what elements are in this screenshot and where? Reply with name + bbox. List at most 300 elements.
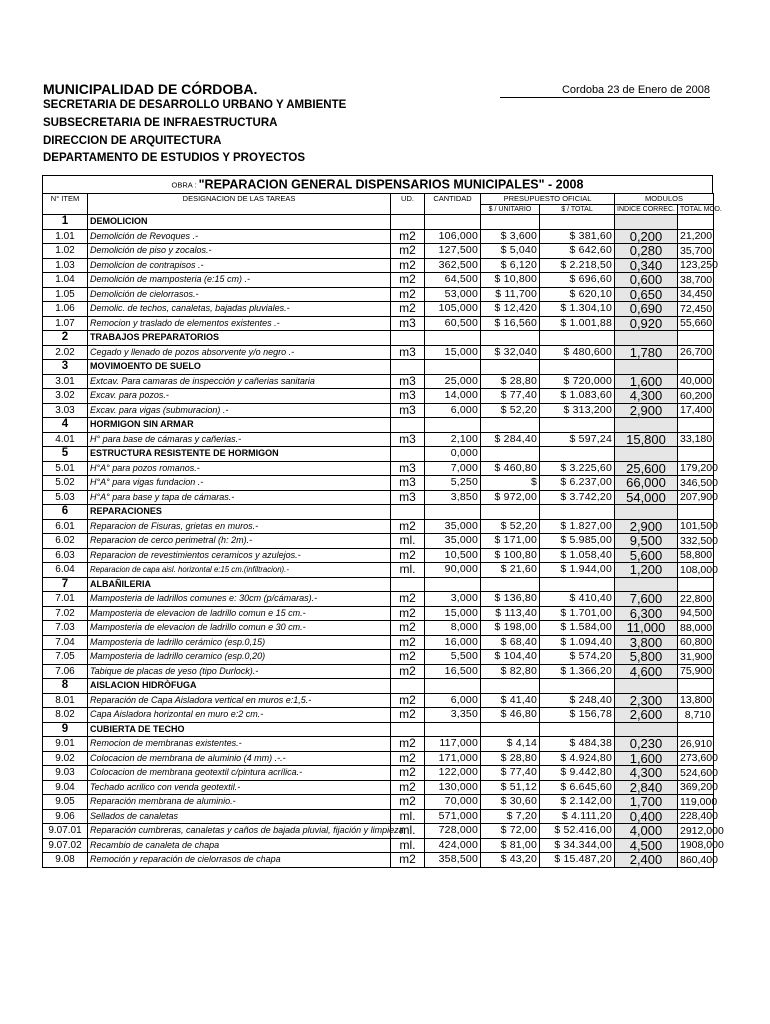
unit-price-cell: $ 104,40 xyxy=(481,650,540,665)
total-price-cell xyxy=(540,722,615,737)
task-description: Colocacion de membrana geotextil c/pintura acrílica.- xyxy=(88,766,391,781)
task-description: Reparación de Capa Aisladora vertical en muros e:1,5.- xyxy=(88,693,391,708)
unit-price-cell xyxy=(481,722,540,737)
index-cell: 2,900 xyxy=(615,519,678,534)
unit-cell: m2 xyxy=(391,737,425,752)
section-number: 8 xyxy=(43,679,88,694)
total-mod-cell: 1908,000 xyxy=(678,838,714,853)
unit-cell: m2 xyxy=(391,287,425,302)
table-row xyxy=(43,635,714,650)
total-price-cell xyxy=(540,447,615,462)
table-row xyxy=(43,287,714,302)
unit-cell xyxy=(391,360,425,375)
unit-cell: m3 xyxy=(391,476,425,491)
col-header-designacion: DESIGNACION DE LAS TAREAS xyxy=(88,194,391,215)
item-number: 8.01 xyxy=(43,693,88,708)
quantity-cell: 5,500 xyxy=(425,650,481,665)
total-mod-cell: 369,200 xyxy=(678,780,714,795)
index-cell: 4,300 xyxy=(615,766,678,781)
total-mod-cell xyxy=(678,447,714,462)
table-row xyxy=(43,534,714,549)
total-price-cell xyxy=(540,577,615,592)
quantity-cell: 362,500 xyxy=(425,258,481,273)
task-description: Reparacion de Fisuras, grietas en muros.- xyxy=(88,519,391,534)
table-row xyxy=(43,273,714,288)
total-mod-cell xyxy=(678,505,714,520)
unit-price-cell: $ 28,80 xyxy=(481,374,540,389)
quantity-cell: 728,000 xyxy=(425,824,481,839)
quantity-cell: 105,000 xyxy=(425,302,481,317)
item-number: 1.04 xyxy=(43,273,88,288)
total-mod-cell: 21,200 xyxy=(678,229,714,244)
task-description: Excav. para pozos.- xyxy=(88,389,391,404)
unit-price-cell: $ xyxy=(481,476,540,491)
item-number: 6.02 xyxy=(43,534,88,549)
unit-price-cell: $ 284,40 xyxy=(481,432,540,447)
index-cell: 4,500 xyxy=(615,838,678,853)
table-row xyxy=(43,824,714,839)
table-row xyxy=(43,766,714,781)
item-number: 7.05 xyxy=(43,650,88,665)
index-cell: 15,800 xyxy=(615,432,678,447)
total-price-cell: $ 6.645,60 xyxy=(540,780,615,795)
total-price-cell: $ 248,40 xyxy=(540,693,615,708)
task-description: Cegado y llenado de pozos absorvente y/o negro .- xyxy=(88,345,391,360)
total-price-cell: $ 2.218,50 xyxy=(540,258,615,273)
quantity-cell: 8,000 xyxy=(425,621,481,636)
unit-price-cell xyxy=(481,447,540,462)
total-mod-cell: 123,250 xyxy=(678,258,714,273)
table-row xyxy=(43,389,714,404)
quantity-cell: 122,000 xyxy=(425,766,481,781)
index-cell: 0,600 xyxy=(615,273,678,288)
index-cell: 4,300 xyxy=(615,389,678,404)
index-cell xyxy=(615,360,678,375)
col-header-cantidad: CANTIDAD xyxy=(425,194,481,215)
index-cell xyxy=(615,331,678,346)
unit-cell: m2 xyxy=(391,592,425,607)
header-line-departamento: DEPARTAMENTO DE ESTUDIOS Y PROYECTOS xyxy=(43,152,305,164)
section-row xyxy=(43,215,714,230)
table-row xyxy=(43,316,714,331)
section-row xyxy=(43,360,714,375)
total-price-cell xyxy=(540,331,615,346)
quantity-cell xyxy=(425,577,481,592)
unit-price-cell: $ 32,040 xyxy=(481,345,540,360)
item-number: 9.02 xyxy=(43,751,88,766)
total-mod-cell: 2912,000 xyxy=(678,824,714,839)
index-cell: 0,200 xyxy=(615,229,678,244)
col-header-total: $ / TOTAL xyxy=(540,205,615,215)
unit-price-cell: $ 11,700 xyxy=(481,287,540,302)
unit-price-cell: $ 5,040 xyxy=(481,244,540,259)
quantity-cell: 10,500 xyxy=(425,548,481,563)
unit-price-cell: $ 16,560 xyxy=(481,316,540,331)
task-description: Mamposteria de ladrillo cerámico (esp.0,15) xyxy=(88,635,391,650)
total-mod-cell: 17,400 xyxy=(678,403,714,418)
item-number: 1.02 xyxy=(43,244,88,259)
total-mod-cell: 88,000 xyxy=(678,621,714,636)
task-description: Demolic. de techos, canaletas, bajadas pluviales.- xyxy=(88,302,391,317)
quantity-cell: 15,000 xyxy=(425,345,481,360)
task-description: Extcav. Para camaras de inspección y cañerias sanitaria xyxy=(88,374,391,389)
index-cell: 9,500 xyxy=(615,534,678,549)
unit-price-cell: $ 136,80 xyxy=(481,592,540,607)
task-description: Demolición de cielorrasos.- xyxy=(88,287,391,302)
table-row xyxy=(43,461,714,476)
table-row xyxy=(43,708,714,723)
unit-cell xyxy=(391,418,425,433)
task-description: Techado acrilico con venda geotextil.- xyxy=(88,780,391,795)
index-cell: 0,400 xyxy=(615,809,678,824)
table-row xyxy=(43,563,714,578)
index-cell xyxy=(615,679,678,694)
quantity-cell: 6,000 xyxy=(425,403,481,418)
total-mod-cell: 26,700 xyxy=(678,345,714,360)
unit-cell xyxy=(391,215,425,230)
index-cell: 1,780 xyxy=(615,345,678,360)
item-number: 9.07.01 xyxy=(43,824,88,839)
index-cell: 54,000 xyxy=(615,490,678,505)
total-price-cell: $ 1.058,40 xyxy=(540,548,615,563)
total-price-cell: $ 1.584,00 xyxy=(540,621,615,636)
section-title: ALBAÑILERIA xyxy=(88,577,391,592)
index-cell: 5,800 xyxy=(615,650,678,665)
total-price-cell: $ 1.944,00 xyxy=(540,563,615,578)
total-mod-cell: 94,500 xyxy=(678,606,714,621)
section-title: ESTRUCTURA RESISTENTE DE HORMIGON xyxy=(88,447,391,462)
section-row xyxy=(43,679,714,694)
task-description: Recambio de canaleta de chapa xyxy=(88,838,391,853)
quantity-cell: 3,000 xyxy=(425,592,481,607)
task-description: Demolición de piso y zocalos.- xyxy=(88,244,391,259)
quantity-cell: 0,000 xyxy=(425,447,481,462)
unit-price-cell xyxy=(481,360,540,375)
item-number: 7.06 xyxy=(43,664,88,679)
unit-cell: ml. xyxy=(391,824,425,839)
index-cell xyxy=(615,577,678,592)
table-row xyxy=(43,244,714,259)
unit-cell: ml. xyxy=(391,838,425,853)
total-price-cell: $ 4.111,20 xyxy=(540,809,615,824)
task-description: Remocion de membranas existentes.- xyxy=(88,737,391,752)
total-price-cell: $ 1.827,00 xyxy=(540,519,615,534)
total-mod-cell: 60,800 xyxy=(678,635,714,650)
task-description: Mamposteria de ladrillo ceramico (esp.0,20) xyxy=(88,650,391,665)
unit-cell: m3 xyxy=(391,316,425,331)
task-description: Mamposteria de elevacion de ladrillo comun e 30 cm.- xyxy=(88,621,391,636)
total-mod-cell: 31,900 xyxy=(678,650,714,665)
page-title: MUNICIPALIDAD DE CÓRDOBA. xyxy=(43,81,258,97)
total-price-cell: $ 696,60 xyxy=(540,273,615,288)
index-cell: 1,200 xyxy=(615,563,678,578)
quantity-cell: 14,000 xyxy=(425,389,481,404)
item-number: 3.03 xyxy=(43,403,88,418)
total-mod-cell: 26,910 xyxy=(678,737,714,752)
section-number: 2 xyxy=(43,331,88,346)
total-price-cell: $ 3.225,60 xyxy=(540,461,615,476)
unit-cell xyxy=(391,722,425,737)
section-title: MOVIMOENTO DE SUELO xyxy=(88,360,391,375)
table-row xyxy=(43,751,714,766)
index-cell: 66,000 xyxy=(615,476,678,491)
quantity-cell xyxy=(425,505,481,520)
index-cell: 1,700 xyxy=(615,795,678,810)
task-description: Sellados de canaletas xyxy=(88,809,391,824)
task-description: Demolición de mamposteria (e:15 cm) .- xyxy=(88,273,391,288)
quantity-cell: 16,000 xyxy=(425,635,481,650)
task-description: Mamposteria de elevacion de ladrillo comun e 15 cm.- xyxy=(88,606,391,621)
unit-cell: m2 xyxy=(391,621,425,636)
unit-cell: m3 xyxy=(391,432,425,447)
unit-cell: m2 xyxy=(391,708,425,723)
unit-price-cell xyxy=(481,679,540,694)
quantity-cell xyxy=(425,722,481,737)
index-cell xyxy=(615,215,678,230)
item-number: 1.06 xyxy=(43,302,88,317)
total-mod-cell: 101,500 xyxy=(678,519,714,534)
index-cell: 2,600 xyxy=(615,708,678,723)
quantity-cell: 171,000 xyxy=(425,751,481,766)
task-description: Demolición de Revoques .- xyxy=(88,229,391,244)
unit-price-cell: $ 52,20 xyxy=(481,403,540,418)
table-row xyxy=(43,374,714,389)
table-row xyxy=(43,809,714,824)
total-mod-cell: 38,700 xyxy=(678,273,714,288)
unit-cell: ml. xyxy=(391,563,425,578)
quantity-cell: 35,000 xyxy=(425,519,481,534)
total-mod-cell: 207,900 xyxy=(678,490,714,505)
unit-cell: m2 xyxy=(391,302,425,317)
total-price-cell: $ 480,600 xyxy=(540,345,615,360)
task-description: Reparación membrana de aluminio.- xyxy=(88,795,391,810)
header-line-subsecretaria: SUBSECRETARIA DE INFRAESTRUCTURA xyxy=(43,117,278,129)
index-cell: 2,840 xyxy=(615,780,678,795)
item-number: 1.07 xyxy=(43,316,88,331)
total-price-cell: $ 720,000 xyxy=(540,374,615,389)
item-number: 5.01 xyxy=(43,461,88,476)
unit-price-cell: $ 51,12 xyxy=(481,780,540,795)
unit-cell: m2 xyxy=(391,258,425,273)
quantity-cell: 15,000 xyxy=(425,606,481,621)
item-number: 7.01 xyxy=(43,592,88,607)
unit-cell: m2 xyxy=(391,795,425,810)
task-description: Excav. para vigas (submuracion) .- xyxy=(88,403,391,418)
quantity-cell: 70,000 xyxy=(425,795,481,810)
total-mod-cell: 860,400 xyxy=(678,853,714,868)
section-number: 7 xyxy=(43,577,88,592)
section-number: 6 xyxy=(43,505,88,520)
table-row xyxy=(43,548,714,563)
index-cell xyxy=(615,505,678,520)
index-cell: 25,600 xyxy=(615,461,678,476)
index-cell: 0,280 xyxy=(615,244,678,259)
task-description: Mamposteria de ladrillos comunes e: 30cm (p/cámaras).- xyxy=(88,592,391,607)
unit-cell: m2 xyxy=(391,635,425,650)
index-cell: 0,690 xyxy=(615,302,678,317)
quantity-cell xyxy=(425,679,481,694)
unit-price-cell: $ 6,120 xyxy=(481,258,540,273)
unit-price-cell: $ 4,14 xyxy=(481,737,540,752)
unit-price-cell xyxy=(481,215,540,230)
total-price-cell xyxy=(540,215,615,230)
table-row xyxy=(43,476,714,491)
quantity-cell xyxy=(425,360,481,375)
unit-price-cell xyxy=(481,577,540,592)
total-mod-cell: 108,000 xyxy=(678,563,714,578)
table-row xyxy=(43,737,714,752)
total-mod-cell: 33,180 xyxy=(678,432,714,447)
unit-price-cell: $ 7,20 xyxy=(481,809,540,824)
quantity-cell: 5,250 xyxy=(425,476,481,491)
quantity-cell: 60,500 xyxy=(425,316,481,331)
col-header-unitario: $ / UNITARIO xyxy=(481,205,540,215)
quantity-cell: 90,000 xyxy=(425,563,481,578)
table-row xyxy=(43,345,714,360)
item-number: 7.04 xyxy=(43,635,88,650)
table-row xyxy=(43,606,714,621)
unit-cell: m2 xyxy=(391,606,425,621)
total-mod-cell: 228,400 xyxy=(678,809,714,824)
total-price-cell: $ 2.142,00 xyxy=(540,795,615,810)
total-price-cell: $ 156,78 xyxy=(540,708,615,723)
index-cell: 0,340 xyxy=(615,258,678,273)
total-price-cell: $ 642,60 xyxy=(540,244,615,259)
col-header-total-mod: TOTAL MOD. xyxy=(678,205,714,215)
task-description: H°A° para vigas fundacion .- xyxy=(88,476,391,491)
quantity-cell: 64,500 xyxy=(425,273,481,288)
unit-cell xyxy=(391,447,425,462)
index-cell: 4,000 xyxy=(615,824,678,839)
total-mod-cell xyxy=(678,331,714,346)
unit-price-cell xyxy=(481,505,540,520)
index-cell xyxy=(615,447,678,462)
unit-cell: m2 xyxy=(391,664,425,679)
unit-price-cell: $ 171,00 xyxy=(481,534,540,549)
unit-cell: ml. xyxy=(391,534,425,549)
item-number: 9.07.02 xyxy=(43,838,88,853)
item-number: 3.02 xyxy=(43,389,88,404)
unit-price-cell: $ 10,800 xyxy=(481,273,540,288)
table-row xyxy=(43,302,714,317)
task-description: Capa Aisladora horizontal en muro e:2 cm.- xyxy=(88,708,391,723)
unit-cell: m3 xyxy=(391,461,425,476)
section-row xyxy=(43,722,714,737)
item-number: 1.05 xyxy=(43,287,88,302)
quantity-cell: 6,000 xyxy=(425,693,481,708)
unit-cell: m3 xyxy=(391,490,425,505)
total-mod-cell: 72,450 xyxy=(678,302,714,317)
total-price-cell: $ 9.442,80 xyxy=(540,766,615,781)
total-mod-cell: 179,200 xyxy=(678,461,714,476)
total-price-cell: $ 1.001,88 xyxy=(540,316,615,331)
table-row xyxy=(43,693,714,708)
total-price-cell: $ 597,24 xyxy=(540,432,615,447)
index-cell: 0,920 xyxy=(615,316,678,331)
unit-price-cell: $ 460,80 xyxy=(481,461,540,476)
table-row xyxy=(43,592,714,607)
total-price-cell: $ 1.366,20 xyxy=(540,664,615,679)
section-row xyxy=(43,577,714,592)
unit-price-cell: $ 81,00 xyxy=(481,838,540,853)
index-cell: 1,600 xyxy=(615,751,678,766)
unit-cell: m2 xyxy=(391,519,425,534)
quantity-cell: 424,000 xyxy=(425,838,481,853)
item-number: 9.01 xyxy=(43,737,88,752)
total-mod-cell xyxy=(678,360,714,375)
item-number: 7.03 xyxy=(43,621,88,636)
unit-cell: m2 xyxy=(391,853,425,868)
total-price-cell: $ 574,20 xyxy=(540,650,615,665)
unit-cell xyxy=(391,331,425,346)
quantity-cell xyxy=(425,331,481,346)
item-number: 1.01 xyxy=(43,229,88,244)
unit-cell: ml. xyxy=(391,809,425,824)
total-price-cell: $ 52.416,00 xyxy=(540,824,615,839)
total-mod-cell: 55,660 xyxy=(678,316,714,331)
total-mod-cell xyxy=(678,679,714,694)
unit-cell: m3 xyxy=(391,374,425,389)
task-description: Tabique de placas de yeso (tipo Durlock).- xyxy=(88,664,391,679)
total-price-cell xyxy=(540,679,615,694)
unit-cell: m3 xyxy=(391,403,425,418)
total-price-cell: $ 313,200 xyxy=(540,403,615,418)
total-mod-cell: 75,900 xyxy=(678,664,714,679)
task-description: Remocion y traslado de elementos existentes .- xyxy=(88,316,391,331)
table-row xyxy=(43,650,714,665)
table-row xyxy=(43,403,714,418)
quantity-cell: 25,000 xyxy=(425,374,481,389)
quantity-cell: 7,000 xyxy=(425,461,481,476)
task-description: H°A° para base y tapa de cámaras.- xyxy=(88,490,391,505)
total-mod-cell: 13,800 xyxy=(678,693,714,708)
index-cell: 4,600 xyxy=(615,664,678,679)
index-cell: 2,300 xyxy=(615,693,678,708)
total-mod-cell: 60,200 xyxy=(678,389,714,404)
unit-price-cell: $ 100,80 xyxy=(481,548,540,563)
total-price-cell xyxy=(540,360,615,375)
total-price-cell: $ 1.094,40 xyxy=(540,635,615,650)
section-title: CUBIERTA DE TECHO xyxy=(88,722,391,737)
task-description: Reparacion de revestimientos ceramicos y azulejos.- xyxy=(88,548,391,563)
total-mod-cell: 119,000 xyxy=(678,795,714,810)
quantity-cell: 35,000 xyxy=(425,534,481,549)
quantity-cell: 53,000 xyxy=(425,287,481,302)
document-date: Cordoba 23 de Enero de 2008 xyxy=(500,84,710,98)
index-cell: 2,400 xyxy=(615,853,678,868)
unit-cell: m2 xyxy=(391,780,425,795)
table-row xyxy=(43,229,714,244)
item-number: 5.02 xyxy=(43,476,88,491)
index-cell: 1,600 xyxy=(615,374,678,389)
task-description: H° para base de cámaras y cañerias.- xyxy=(88,432,391,447)
item-number: 9.04 xyxy=(43,780,88,795)
task-description: Reparacion de cerco perimetral (h: 2m).- xyxy=(88,534,391,549)
index-cell xyxy=(615,722,678,737)
item-number: 6.04 xyxy=(43,563,88,578)
quantity-cell: 16,500 xyxy=(425,664,481,679)
task-description: Remoción y reparación de cielorrasos de chapa xyxy=(88,853,391,868)
item-number: 9.06 xyxy=(43,809,88,824)
unit-cell xyxy=(391,679,425,694)
unit-cell: m2 xyxy=(391,244,425,259)
total-price-cell: $ 4.924,80 xyxy=(540,751,615,766)
quantity-cell: 3,350 xyxy=(425,708,481,723)
item-number: 1.03 xyxy=(43,258,88,273)
unit-cell xyxy=(391,505,425,520)
total-price-cell: $ 1.701,00 xyxy=(540,606,615,621)
quantity-cell: 2,100 xyxy=(425,432,481,447)
